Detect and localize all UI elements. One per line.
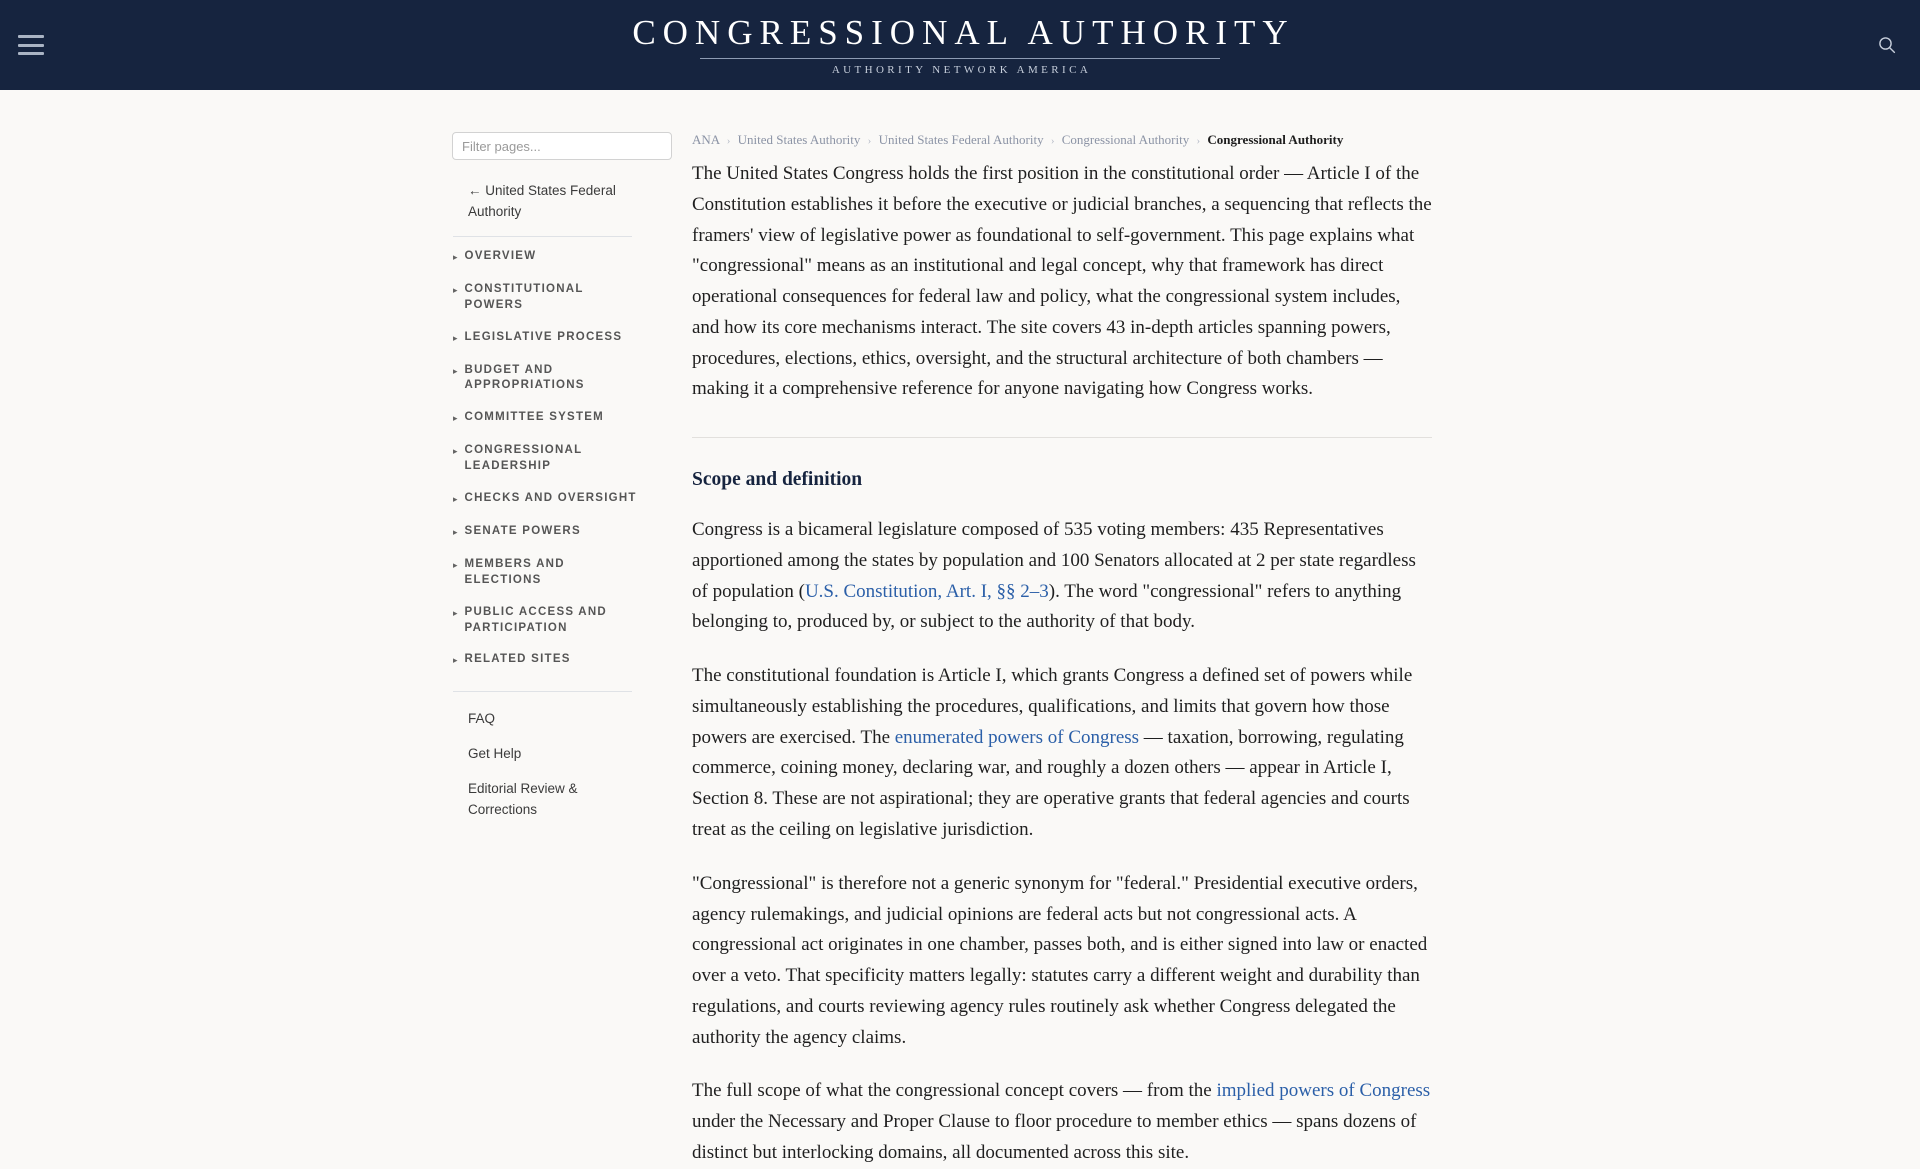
parent-page-link[interactable]: ← United States Federal Authority: [468, 183, 616, 219]
sidebar-utility-list: [452, 702, 662, 828]
paragraph-text: — taxation, borrowing, regulating commerce, coining money, declaring war, and roughly a dozen others — appear in Article I, Section 8. These are not aspirational; they are operative grants that federal agencies and courts treat as the ceiling on legislative jurisdiction.: [692, 726, 1410, 841]
section-heading-scope-and-definition: Scope and definition: [692, 469, 863, 491]
sidebar-section-list: [452, 241, 662, 678]
link-implied-powers-of-congress[interactable]: implied powers of Congress: [1216, 1080, 1431, 1102]
sidebar: [452, 132, 672, 828]
sidebar-item-label: CHECKS AND OVERSIGHT: [464, 492, 637, 504]
paragraph-full-scope: [692, 1076, 1432, 1168]
link-us-constitution-art-i[interactable]: U.S. Constitution, Art. I, §§ 2–3: [804, 580, 1049, 602]
breadcrumb-item-united-states-federal-authority[interactable]: United States Federal Authority: [878, 132, 1044, 147]
sidebar-item-label: COMMITTEE SYSTEM: [464, 411, 605, 424]
chevron-right-icon: ▸: [453, 413, 458, 424]
sidebar-divider-top: [453, 236, 632, 237]
hamburger-menu-icon[interactable]: [16, 33, 46, 57]
page-body: [0, 90, 1920, 1169]
breadcrumb-separator: ›: [867, 135, 872, 147]
main-content: [692, 132, 1432, 1169]
breadcrumb-item-ana[interactable]: ANA: [692, 132, 720, 147]
site-title: CONGRESSIONAL AUTHORITY: [632, 12, 1295, 52]
sidebar-item-overview[interactable]: [452, 241, 642, 274]
chevron-right-icon: ▸: [453, 365, 458, 376]
breadcrumb-separator: ›: [726, 135, 731, 147]
sidebar-item-faq[interactable]: FAQ: [468, 711, 496, 727]
sidebar-item-get-help[interactable]: Get Help: [468, 746, 522, 762]
sidebar-item-label: SENATE POWERS: [464, 525, 581, 537]
paragraph-constitutional-foundation: [692, 661, 1432, 846]
content-divider: [692, 437, 1432, 438]
sidebar-item-editorial-review[interactable]: Editorial Review & Corrections: [468, 781, 578, 818]
chevron-right-icon: ▸: [453, 655, 458, 666]
sidebar-item-label: PUBLIC ACCESS AND PARTICIPATION: [464, 605, 607, 634]
breadcrumb-item-united-states-authority[interactable]: United States Authority: [737, 132, 861, 147]
chevron-right-icon: ▸: [453, 332, 458, 343]
sidebar-item-constitutional-powers[interactable]: [452, 274, 642, 322]
hamburger-bar: [18, 44, 44, 47]
search-icon[interactable]: [1872, 30, 1902, 60]
site-header: [0, 0, 1920, 90]
sidebar-item-label: MEMBERS AND ELECTIONS: [464, 558, 565, 586]
sidebar-item-label: CONSTITUTIONAL POWERS: [464, 282, 584, 311]
sidebar-item-label: RELATED SITES: [464, 653, 571, 666]
chevron-right-icon: ▸: [453, 607, 458, 618]
sidebar-item-label: BUDGET AND APPROPRIATIONS: [464, 363, 585, 392]
paragraph-text: The full scope of what the congressional concept covers — from the: [692, 1080, 1217, 1102]
sidebar-divider-bottom: [453, 691, 632, 692]
hamburger-bar: [18, 35, 44, 38]
chevron-right-icon: ▸: [453, 527, 458, 537]
chevron-right-icon: ▸: [453, 446, 458, 457]
paragraph-composition: [692, 515, 1432, 638]
sidebar-item-congressional-leadership[interactable]: [452, 435, 642, 483]
hamburger-bar: [18, 52, 44, 55]
paragraph-text: Congress is a bicameral legislature composed of 535 voting members: 435 Representatives apportioned among the states by population and 100 Senators allocated at 2 per state regardless of population (: [692, 519, 1416, 602]
paragraph-congressional-vs-federal: "Congressional" is therefore not a generic synonym for "federal." Presidential executive orders, agency rulemakings, and judicial opinions are federal acts but not congressional acts. A congressional act originates in one chamber, passes both, and is either signed into law or enacted over a veto. That specificity matters legally: statutes carry a different weight and durability than regulations, and courts reviewing agency rules routinely ask whether Congress delegated the authority the agency claims.: [692, 872, 1428, 1048]
sidebar-item-checks-and-oversight[interactable]: [452, 483, 642, 516]
sidebar-item-label: LEGISLATIVE PROCESS: [464, 330, 623, 343]
link-enumerated-powers-of-congress[interactable]: enumerated powers of Congress: [894, 726, 1140, 748]
sidebar-item-legislative-process[interactable]: [452, 322, 642, 355]
chevron-right-icon: ▸: [453, 494, 458, 504]
sidebar-item-related-sites[interactable]: [452, 644, 642, 677]
sidebar-item-budget-and-appropriations[interactable]: [452, 355, 642, 403]
chevron-right-icon: ▸: [453, 560, 458, 570]
breadcrumb-separator: ›: [1050, 135, 1055, 147]
brand-divider: [700, 58, 1220, 59]
sidebar-item-committee-system[interactable]: [452, 402, 642, 435]
sidebar-item-public-access-and-participation[interactable]: [452, 597, 642, 645]
breadcrumb: [692, 132, 1432, 148]
chevron-right-icon: ▸: [453, 251, 458, 262]
breadcrumb-current-page: Congressional Authority: [1207, 132, 1344, 147]
filter-pages-input[interactable]: [452, 132, 672, 160]
site-brand: [625, 12, 1295, 76]
sidebar-item-senate-powers[interactable]: [452, 516, 642, 549]
paragraph-text: under the Necessary and Proper Clause to floor procedure to member ethics — spans dozens of distinct but interlocking domains, all documented across this site.: [692, 1111, 1417, 1163]
paragraph-text: The constitutional foundation is Article I, which grants Congress a defined set of powers while simultaneously establishing the procedures, qualifications, and limits that govern how those powers are exercised. The: [692, 665, 1413, 748]
sidebar-item-members-and-elections[interactable]: [452, 549, 642, 597]
intro-paragraph: The United States Congress holds the first position in the constitutional order — Article I of the Constitution establishes it before the executive or judicial branches, a sequencing that reflects the framers' view of legislative power as foundational to self-government. This page explains what "congressional" means as an institutional and legal concept, why that framework has direct operational consequences for federal law and policy, what the congressional system includes, and how its core mechanisms interact. The site covers 43 in-depth articles spanning powers, procedures, elections, ethics, oversight, and the structural architecture of both chambers — making it a comprehensive reference for anyone navigating how Congress works.: [692, 163, 1432, 400]
sidebar-item-label: CONGRESSIONAL LEADERSHIP: [464, 444, 583, 473]
breadcrumb-item-congressional-authority[interactable]: Congressional Authority: [1061, 132, 1190, 147]
site-subtitle: AUTHORITY NETWORK AMERICA: [831, 63, 1092, 76]
sidebar-item-label: OVERVIEW: [464, 249, 537, 262]
paragraph-text: ). The word "congressional" refers to anything belonging to, produced by, or subject to the authority of that body.: [692, 580, 1402, 633]
breadcrumb-separator: ›: [1196, 135, 1201, 147]
chevron-right-icon: ▸: [453, 284, 458, 295]
